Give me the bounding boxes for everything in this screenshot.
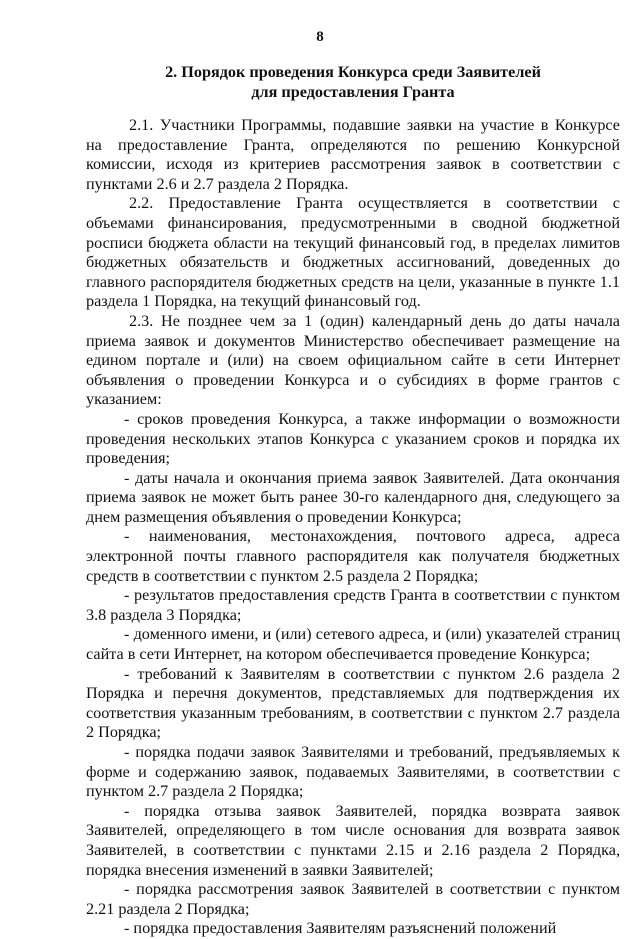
list-item-withdrawal: - порядка отзыва заявок Заявителей, порядка возврата заявок Заявителей, определяющего в том числе основания для возврата заявок Заявителей, в соответствии с пунктами 2.15 и 2.16 раздела 2 Порядка, порядка внесения изменений в заявки Заявителей; bbox=[86, 801, 620, 879]
list-item-terms: - сроков проведения Конкурса, а также информации о возможности проведения нескольких этапов Конкурса с указанием сроков и порядка их проведения; bbox=[86, 409, 620, 468]
list-item-submission: - порядка подачи заявок Заявителями и требований, предъявляемых к форме и содержанию заявок, подаваемых Заявителями, в соответствии с пунктом 2.7 раздела 2 Порядка; bbox=[86, 743, 620, 801]
list-item-review: - порядка рассмотрения заявок Заявителей в соответствии с пунктом 2.21 раздела 2 Порядка; bbox=[86, 880, 620, 918]
page-number: 8 bbox=[316, 29, 324, 45]
section-heading-line-1: 2. Порядок проведения Конкурса среди Заявителей bbox=[165, 63, 541, 81]
list-item-contacts: - наименования, местонахождения, почтового адреса, адреса электронной почты главного распорядителя как получателя бюджетных средств в соответствии с пунктом 2.5 раздела 2 Порядка; bbox=[86, 527, 620, 585]
list-item-results: - результатов предоставления средств Гранта в соответствии с пунктом 3.8 раздела 3 Порядка; bbox=[86, 586, 620, 624]
paragraph-2-3: 2.3. Не позднее чем за 1 (один) календарный день до даты начала приема заявок и документов Министерство обеспечивает размещение на едином портале и (или) на своем официальном сайте в сети Интернет объявления о проведении Конкурса и о субсидиях в форме грантов с указанием: bbox=[86, 311, 620, 409]
list-item-domain: - доменного имени, и (или) сетевого адреса, и (или) указателей страниц сайта в сети Интернет, на котором обеспечивается проведение Конкурса; bbox=[86, 625, 620, 664]
body-text bbox=[86, 116, 620, 939]
section-heading bbox=[86, 63, 620, 102]
paragraph-2-2: 2.2. Предоставление Гранта осуществляется в соответствии с объемами финансирования, предусмотренными в сводной бюджетной росписи бюджета области на текущий финансовый год, в пределах лимитов бюджетных обязательств и бюджетных ассигнований, доведенных до главного распорядителя бюджетных средств на цели, указанные в пункте 1.1 раздела 1 Порядка, на текущий финансовый год. bbox=[86, 194, 620, 311]
list-item-clarifications: - порядка предоставления Заявителям разъяснений положений bbox=[124, 919, 557, 938]
list-item-requirements: - требований к Заявителям в соответствии с пунктом 2.6 раздела 2 Порядка и перечня документов, представляемых для подтверждения их соответствия указанным требованиям, в соответствии с пунктом 2.7 раздела 2 Порядка; bbox=[86, 664, 620, 742]
list-item-dates: - даты начала и окончания приема заявок Заявителей. Дата окончания приема заявок не может быть ранее 30-го календарного дня, следующего за днем размещения объявления о проведении Конкурса; bbox=[86, 468, 620, 526]
section-heading-line-2: для предоставления Гранта bbox=[251, 82, 455, 101]
paragraph-2-1: 2.1. Участники Программы, подавшие заявки на участие в Конкурсе на предоставление Гранта, определяются по решению Конкурсной комиссии, исходя из критериев рассмотрения заявок в соответствии с пунктами 2.6 и 2.7 раздела 2 Порядка. bbox=[86, 116, 620, 193]
